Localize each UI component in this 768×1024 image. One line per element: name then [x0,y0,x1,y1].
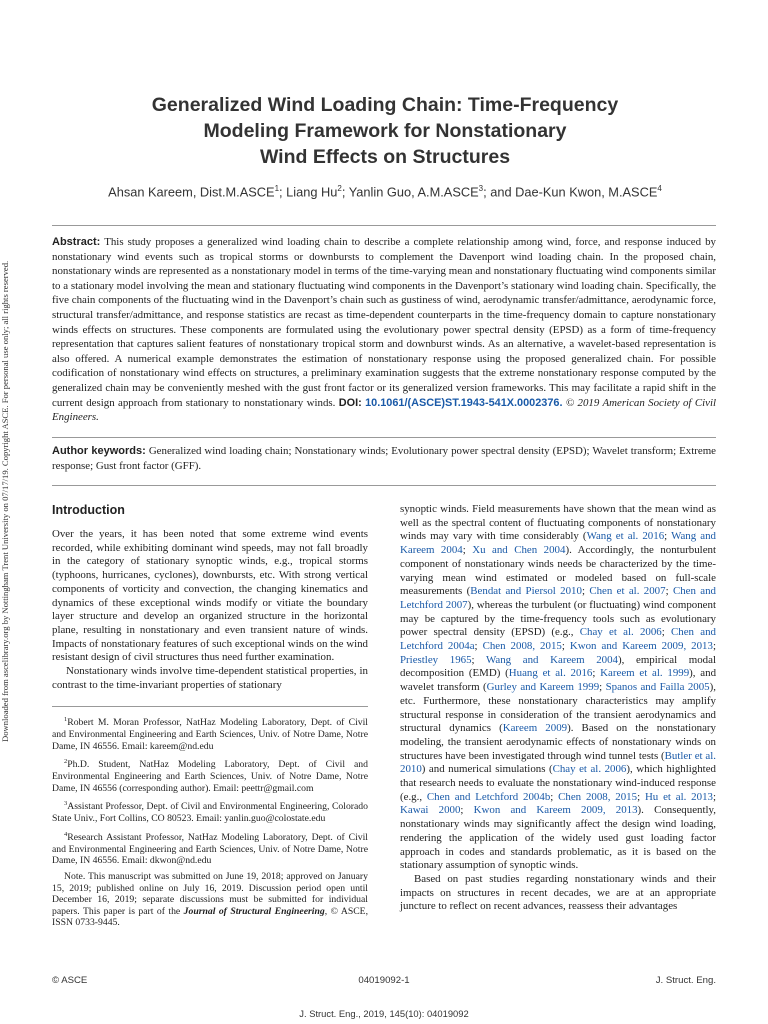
note-text-a: Note. This manuscript was submitted on June 19, 2018; approved on January 15, 2019; published online on July 16, 2019. Discussion period open until December 16, 2019; separate discussions must be submitted for individual papers. This paper is part of the [52,870,368,917]
citation-link[interactable]: Chen and Letchford 2004a [400,626,716,653]
footer-left: © ASCE [52,975,88,986]
abstract [52,235,716,425]
rtext: ; [561,640,570,653]
footnote-1 [52,714,368,752]
citation-link[interactable]: Kareem 2009 [502,722,568,735]
citation-link[interactable]: Chen et al. 2007 [589,585,666,598]
citation-link[interactable]: Butler et al. 2010 [400,749,716,776]
author-1-sup: 1 [274,184,280,193]
keywords-bottom-rule [52,485,716,486]
author-keywords [52,444,716,473]
rtext: ), empirical modal decomposition (EMD) ( [400,653,716,680]
footnote-4 [52,829,368,867]
rtext: ; [581,585,590,598]
intro-paragraph-2: Nonstationary winds involve time-dependent statistical properties, in contrast to the time-invariant properties of stationary [52,665,368,691]
rtext: ). Accordingly, the nonturbulent component of nonstationary winds needs be characterized by the time-varying mean wind estimated or modeled based on full-scale measurements ( [400,544,717,598]
paper-title [70,92,700,170]
rtext: ; [665,585,673,598]
citation-link[interactable]: Chen 2008, 2015 [482,640,562,653]
citation-link[interactable]: Bendat and Piersol 2010 [470,585,582,598]
rtext: ; [712,640,716,653]
footer-page-number: 04019092-1 [358,975,410,986]
footnote-3-sup: 3 [64,800,68,808]
author-4-sup: 4 [657,184,662,193]
citation-link[interactable]: Chen 2008, 2015 [558,790,638,803]
footnote-2-sup: 2 [64,758,68,766]
rtext: ; [637,790,645,803]
page-footer [52,975,716,989]
abstract-top-rule [52,225,716,226]
rtext: ; [550,790,559,803]
title-line-3: Wind Effects on Structures [259,146,511,168]
footnote-4-text: Research Assistant Professor, NatHaz Modeling Laboratory, Dept. of Civil and Environmental Engineering and Earth Sciences, Univ. of Notre Dame, Notre Dame, IN 46556. Email: dkwon@nd.edu [52,832,368,867]
download-notice: Downloaded from ascelibrary.org by Nottingham Trent University on 07/17/19. Copyright ASCE. For personal use only; all rights reserved. [0,260,10,742]
note-journal: Journal of Structural Engineering [183,905,325,917]
author-1: Ahsan Kareem, Dist.M.ASCE [108,184,275,200]
citation-link[interactable]: Wang and Kareem 2004 [400,530,716,557]
citation-link[interactable]: Huang et al. 2016 [508,667,593,680]
rtext: ; [661,626,672,639]
author-2-sup: 2 [337,184,342,193]
intro-paragraph-1: Over the years, it has been noted that some extreme wind events recorded, while exhibiting dominant wind speeds, may not fall broadly in the category of stationary synoptic winds, e.g., tropical storms (typhoons, hurricanes, cyclones), downbursts, etc. With strong vertical components of vorticity and convection, the changing kinematics and dynamics of these exceptional winds modify or vitiate the boundary layer structure and develop an organized structure in the horizontal plane, resulting in nonstationary and even transient nature of winds. Impacts of nonstationary features of such exceptional winds on the wind resistant design of civil structures thus need further examination. [52,528,368,664]
citation-link[interactable]: Gurley and Kareem 1999 [486,681,600,694]
author-3: ; Yanlin Guo, A.M.ASCE [341,184,479,200]
rtext: ), which highlighted that research needs to evaluate the nonstationary wind-induced response (e.g., [400,763,716,803]
rtext: ). Consequently, nonstationary winds may significantly affect the design wind loading, rendering the application of the widely used gust loading factor approach in codes and standards problematic, as it is based on the stationary assumption of synoptic winds. [400,804,716,872]
copyright: © 2019 American Society of Civil Engineers. [52,396,716,424]
rtext: ), and wavelet transform ( [400,667,717,694]
note-text-b: , © ASCE, ISSN 0733-9445. [52,905,369,929]
footnote-3 [52,798,368,824]
citation-link[interactable]: Wang et al. 2016 [586,530,665,543]
abstract-label: Abstract: [52,236,101,248]
rtext: ; [462,544,473,557]
rtext: ). Based on the nonstationary modeling, the transient aerodynamic effects of nonstationary winds on structures have been investigated through wind tunnel tests ( [400,722,716,762]
keywords-top-rule [52,437,716,438]
manuscript-note [52,871,368,929]
author-list [60,184,710,199]
footnote-1-text: Robert M. Moran Professor, NatHaz Modeling Laboratory, Dept. of Civil and Environmental Engineering and Earth Sciences, Univ. of Notre Dame, Notre Dame, IN 46556. Email: kareem@nd.edu [52,717,368,752]
rtext: synoptic winds. Field measurements have shown that the mean wind as well as the spectral content of fluctuating components of nonstationary winds may vary with time considerably ( [400,503,716,543]
right-paragraph-2: Based on past studies regarding nonstationary winds and their impacts on structures in recent decades, we are at an appropriate juncture to reflect on recent advances, reassess their advantages [400,872,716,913]
author-2: ; Liang Hu [279,184,338,200]
citation-link[interactable]: Hu et al. 2013 [644,790,713,803]
citation-link[interactable]: Spanos and Failla 2005 [605,681,710,694]
citation-link[interactable]: Chen and Letchford 2007 [400,585,716,611]
left-column [52,503,368,933]
title-line-1: Generalized Wind Loading Chain: Time-Frequency [151,94,619,116]
footnote-2-text: Ph.D. Student, NatHaz Modeling Laboratory, Dept. of Civil and Environmental Engineering and Earth Sciences, Univ. of Notre Dame, Notre Dame, IN 46556 (corresponding author). Email: peettr@gmail.com [52,759,368,794]
rtext: ), etc. Furthermore, these nonstationary characteristics may amplify structural response in consideration of the transient aerodynamics and structural dynamics ( [400,681,716,735]
right-column [400,503,716,914]
citation-link[interactable]: Chen and Letchford 2004b [426,790,551,803]
citation-link[interactable]: Chay et al. 2006 [579,626,662,639]
citation-link[interactable]: Kareem et al. 1999 [600,667,690,680]
rtext: ; [664,530,672,543]
doi-label: DOI: [338,396,362,409]
keywords-text: Generalized wind loading chain; Nonstationary winds; Evolutionary power spectral density (EPSD); Wavelet transform; Extreme response; Gust front factor (GFF). [52,445,717,472]
footnote-2 [52,756,368,794]
rtext: ; [599,681,606,694]
rtext: ; [592,667,601,680]
citation-link[interactable]: Kwon and Kareem 2009, 2013 [569,640,713,653]
author-4: ; and Dae-Kun Kwon, M.ASCE [483,184,658,200]
rtext: ; [460,804,474,817]
right-paragraph-1 [400,503,716,873]
citation-link[interactable]: Xu and Chen 2004 [472,544,566,557]
citation-link[interactable]: Chay et al. 2006 [552,763,627,776]
footnote-rule [52,706,368,707]
citation-link[interactable]: Kwon and Kareem 2009, 2013 [473,804,638,817]
citation-link[interactable]: Kawai 2000 [400,804,461,817]
citation-link[interactable]: Priestley 1965 [400,653,472,666]
rtext: ), whereas the turbulent (or fluctuating) wind component may be captured by the time-frequency tools such as evolutionary power spectral density (EPSD) (e.g., [400,598,716,639]
footer-journal: J. Struct. Eng. [655,975,716,986]
citation-link[interactable]: Wang and Kareem 2004 [486,653,619,666]
doi-link[interactable]: 10.1061/(ASCE)ST.1943-541X.0002376. [365,396,563,409]
keywords-label: Author keywords: [52,445,146,457]
rtext: ) and numerical simulations ( [421,763,553,776]
title-line-2: Modeling Framework for Nonstationary [203,120,567,142]
footnote-1-sup: 1 [64,716,68,724]
footnote-4-sup: 4 [64,830,68,838]
author-3-sup: 3 [478,184,484,193]
citation-reference: J. Struct. Eng., 2019, 145(10): 04019092 [299,1008,469,1019]
rtext: ; [471,653,486,666]
intro-heading: Introduction [52,503,125,517]
footnote-3-text: Assistant Professor, Dept. of Civil and Environmental Engineering, Colorado State Univ., Fort Collins, CO 80523. Email: yanlin.guo@colostate.edu [52,801,368,825]
rtext: ; [712,790,716,803]
abstract-text: This study proposes a generalized wind loading chain to describe a complete relationship among wind, force, and response induced by nonstationary wind events such as tropical storms or downbursts to complement the Davenport wind loading chain. In the proposed chain, nonstationary winds are represented as a nonstationary model in terms of the time-varying mean and nonstationary fluctuating wind components similar to a stationary model involving the mean and stationary fluctuating wind components in the Davenport’s stationary wind loading chain. Specifically, the five chain components of the fluctuating wind in the Davenport’s chain such as gustiness of wind, aerodynamic transfer/admittance, aerodynamic force, structural transfer/admittance, and response statistics are recast as time-dependent counterparts in the time-frequency domain to capture nonstationary winds effects on structures. These components are formulated using the evolutionary power spectral density (EPSD) as a form of time-frequency representation that captures salient features of nonstationary tropical storm and downburst winds. As an alternative, a wavelet-based representation is also offered. A numerical example demonstrates the estimation of nonstationary response using the proposed generalized chain. For possible codification of nonstationary wind effects on structures, a preliminary examination suggests that the extreme nonstationary response computed by the generalized chain may be conveniently meshed with the gust front factor or its generalized version frameworks. This may facilitate a rapid shift in the current design approach from stationary to nonstationary winds. [52,236,717,409]
rtext: ; [474,640,483,653]
